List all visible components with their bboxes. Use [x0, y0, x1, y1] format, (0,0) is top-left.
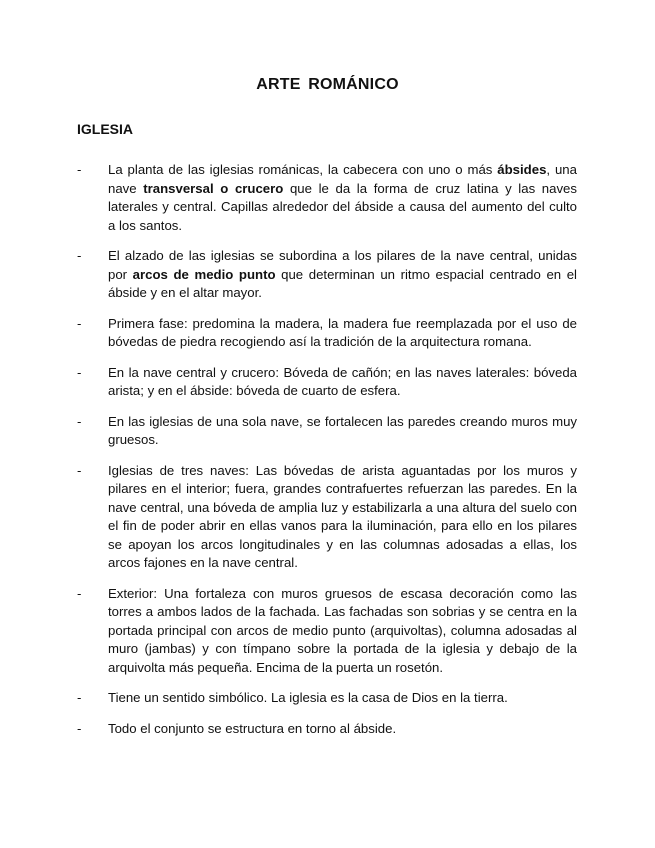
list-item-text	[108, 413, 577, 450]
list-item-text	[108, 585, 577, 678]
bullet-dash: -	[77, 364, 82, 380]
text-run: La planta de las iglesias románicas, la cabecera con uno o más	[108, 162, 498, 177]
text-run: En la nave central y crucero: Bóveda de cañón; en las naves laterales: bóveda arista; y en el ábside: bóveda de cuarto de esfera.	[108, 364, 577, 398]
text-run: que determinan un ritmo espacial centrado en el ábside y en el altar mayor.	[108, 266, 577, 300]
list-item-text	[108, 161, 577, 235]
list-item	[0, 413, 655, 450]
list-item-text	[108, 689, 577, 708]
bullet-dash: -	[77, 162, 82, 177]
bold-term: arcos de medio punto	[132, 266, 276, 282]
text-run: Primera fase: predomina la madera, la madera fue reemplazada por el uso de bóvedas de piedra recogiendo así la tradición de la arquitectura romana.	[108, 315, 577, 349]
list-item	[0, 247, 655, 303]
bullet-dash: -	[77, 690, 82, 705]
list-item	[0, 315, 655, 352]
bullet-dash: -	[77, 248, 82, 263]
list-item	[0, 585, 655, 678]
text-run: Iglesias de tres naves: Las bóvedas de arista aguantadas por los muros y pilares en el interior; fuera, grandes contrafuertes refuerzan las paredes. En la nave central, una bóveda de amplia luz y estabilizarla a una altura del suelo con el fin de poder abrir en ellas vanos para la iluminación, para ello en los pilares se apoyan los arcos longitudinales y en las columnas adosadas a ellas, los arcos fajones en la nave central.	[108, 462, 577, 570]
bullet-dash: -	[77, 462, 82, 478]
list-item-text	[108, 720, 577, 739]
text-run: En las iglesias de una sola nave, se fortalecen las paredes creando muros muy gruesos.	[108, 413, 577, 447]
list-item-text	[108, 247, 577, 303]
list-item	[0, 161, 655, 235]
bullet-list	[0, 161, 655, 750]
list-item-text	[108, 462, 577, 573]
list-item	[0, 689, 655, 708]
bullet-dash: -	[77, 413, 82, 429]
text-run: que le da la forma de cruz latina y las naves laterales y central. Capillas alrededor del ábside a causa del aumento del culto a los santos.	[108, 180, 577, 233]
bullet-dash: -	[77, 585, 82, 601]
text-run: El alzado de las iglesias se subordina a los pilares de la nave central, unidas por	[108, 248, 577, 282]
bold-term: transversal o crucero	[143, 180, 284, 196]
bold-term: ábsides	[497, 162, 547, 177]
bullet-dash: -	[77, 720, 82, 736]
list-item	[0, 462, 655, 573]
text-run: , una nave	[108, 162, 577, 196]
section-heading: IGLESIA	[77, 121, 134, 137]
list-item	[0, 364, 655, 401]
list-item-text	[108, 364, 577, 401]
text-run: Todo el conjunto se estructura en torno al ábside.	[108, 720, 397, 736]
text-run: Exterior: Una fortaleza con muros gruesos de escasa decoración como las torres a ambos lados de la fachada. Las fachadas son sobrias y se centra en la portada principal con arcos de medio punto (arquivoltas), columna adosadas al muro (jambas) y con tímpano sobre la portada de la iglesia y debajo de la arquivolta más pequeña. Encima de la puerta un rosetón.	[108, 585, 577, 675]
list-item	[0, 720, 655, 739]
document-title: ARTE ROMÁNICO	[256, 76, 399, 93]
text-run: Tiene un sentido simbólico. La iglesia es la casa de Dios en la tierra.	[108, 690, 508, 705]
list-item-text	[108, 315, 577, 352]
bullet-dash: -	[77, 315, 82, 331]
